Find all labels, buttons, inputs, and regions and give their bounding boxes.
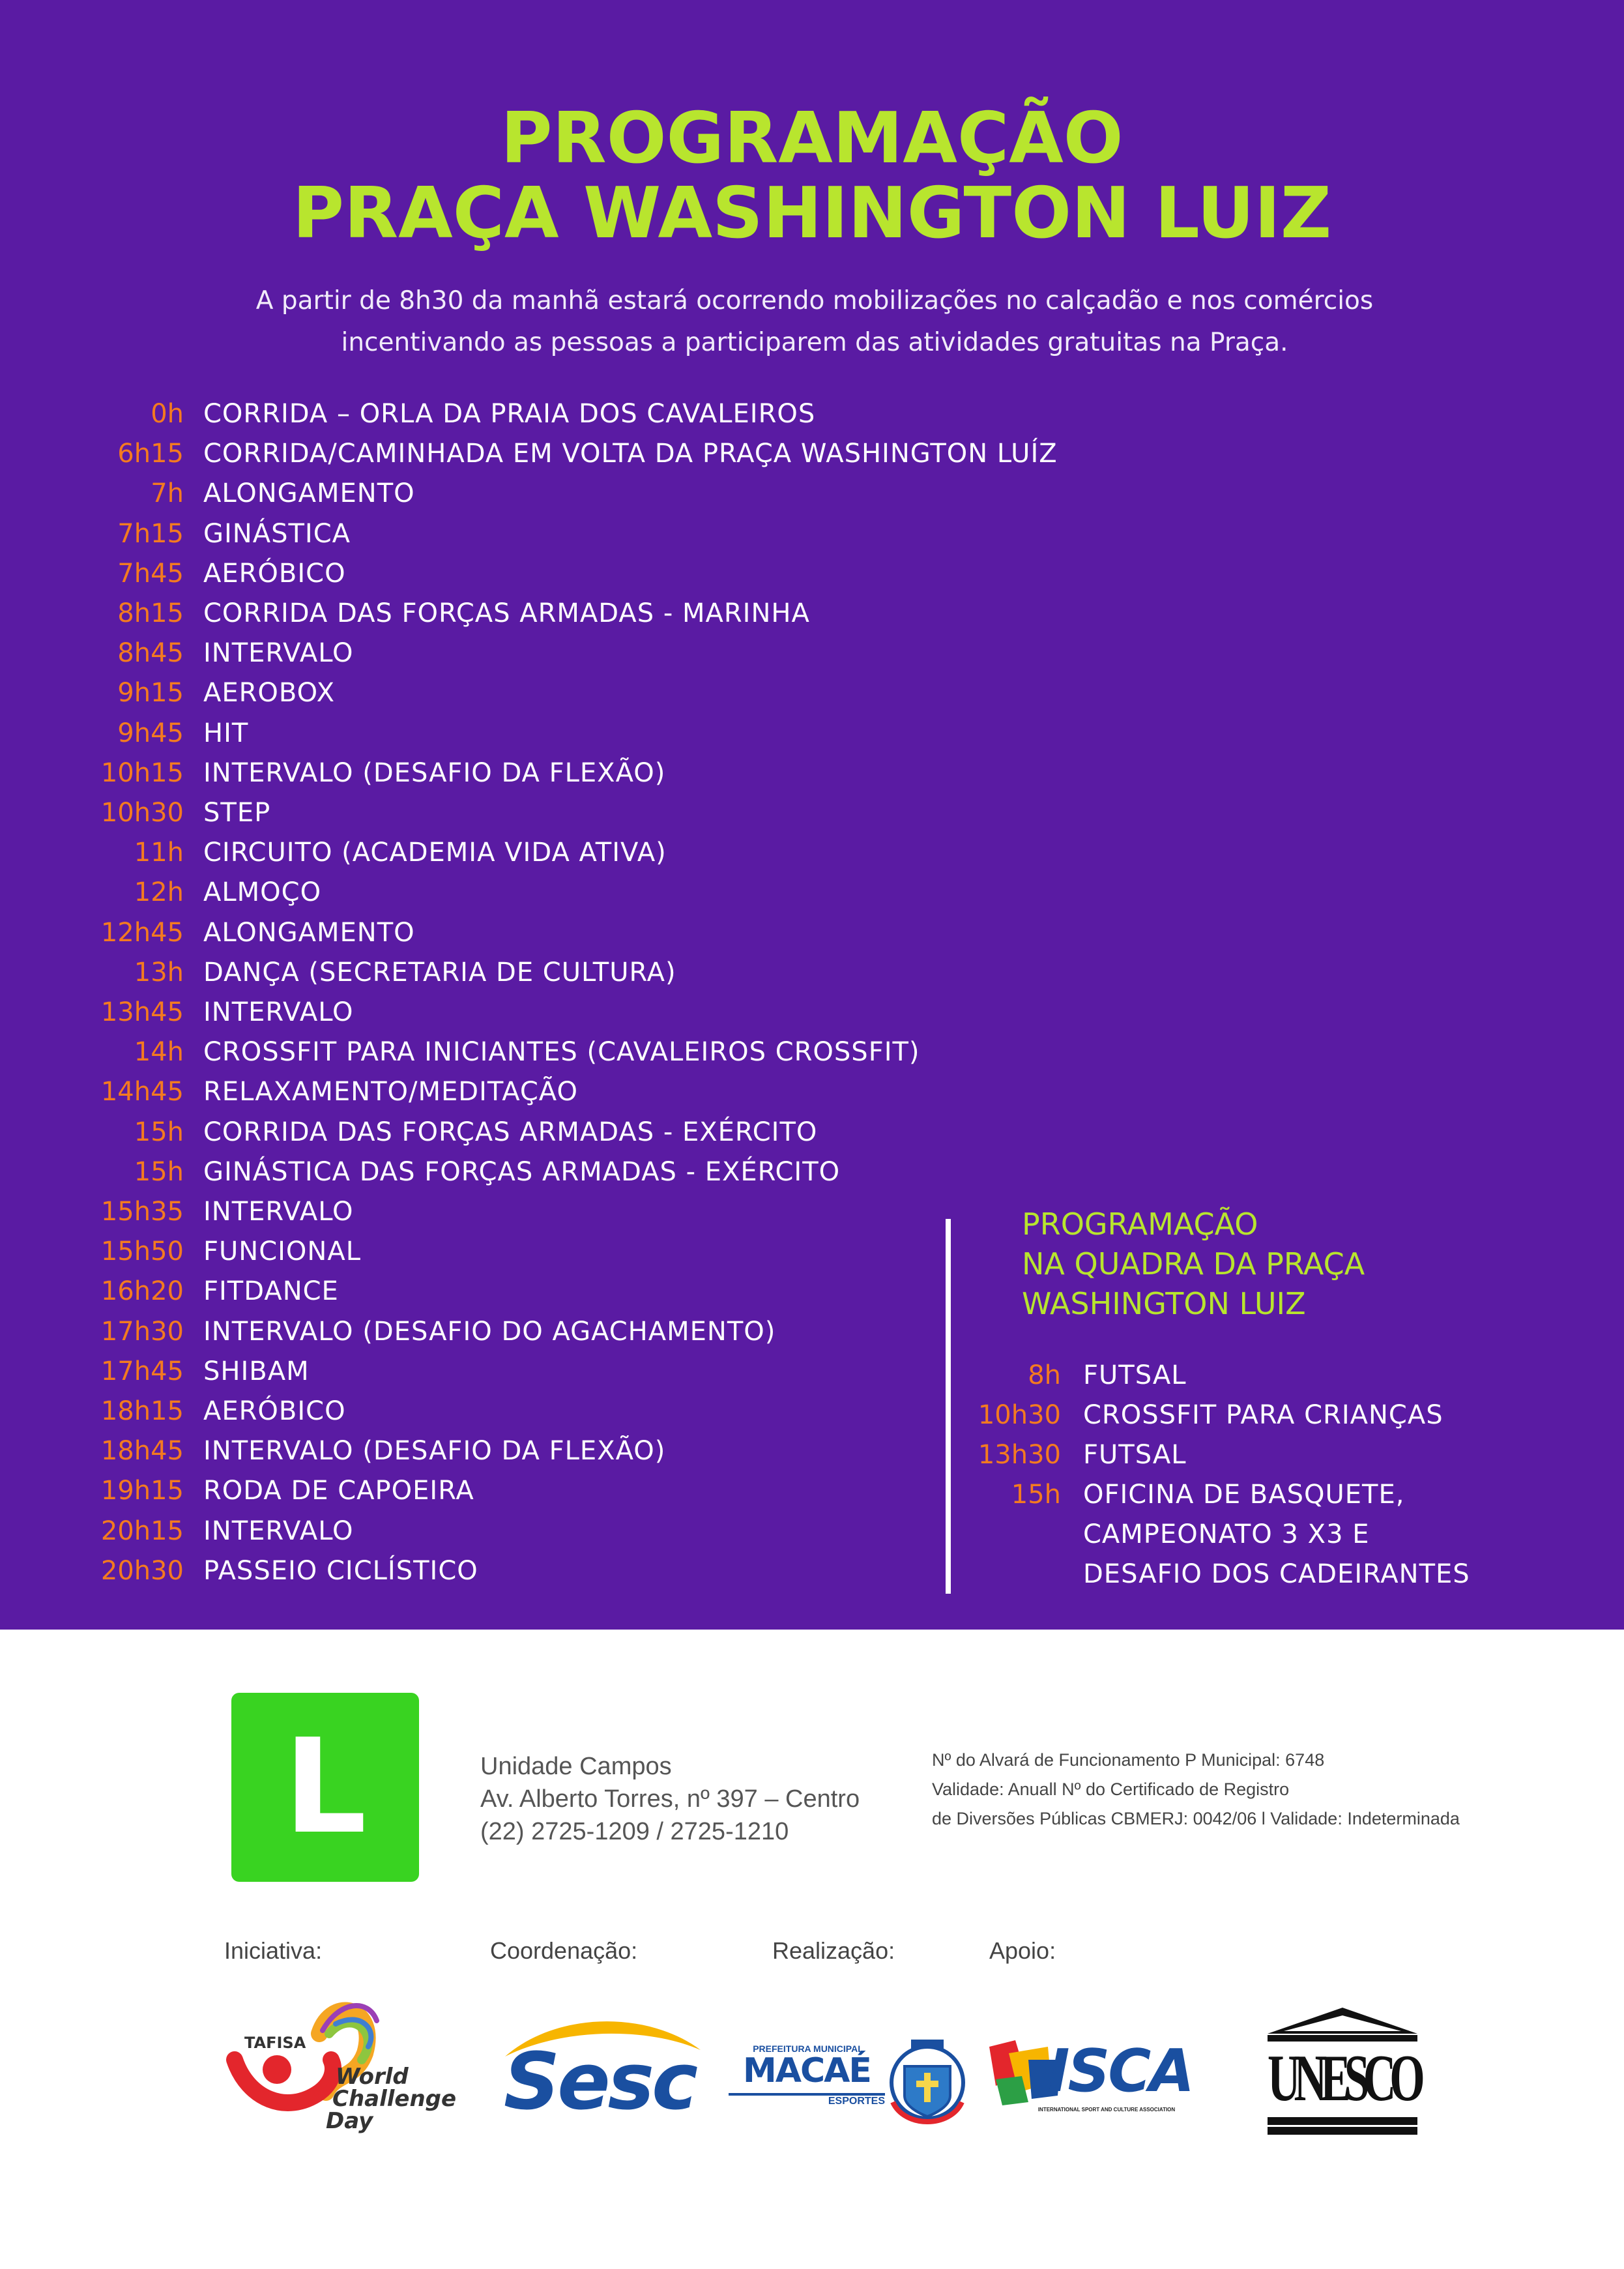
schedule-time: 11h	[134, 838, 184, 868]
sesc-wordmark: Sesc	[503, 2037, 696, 2128]
schedule-activity: RODA DE CAPOEIRA	[203, 1476, 474, 1506]
schedule-time: 9h45	[117, 718, 184, 748]
schedule-activity: GINÁSTICA DAS FORÇAS ARMADAS - EXÉRCITO	[203, 1156, 841, 1187]
schedule-time: 10h30	[100, 798, 184, 828]
schedule-time: 7h15	[117, 518, 184, 549]
quadra-title-line3: WASHINGTON LUIZ	[1022, 1286, 1306, 1321]
schedule-time: 10h15	[100, 757, 184, 788]
schedule-time: 8h15	[117, 598, 184, 628]
quadra-title-line1: PROGRAMAÇÃO	[1022, 1207, 1258, 1242]
quadra-time: 8h	[1028, 1360, 1061, 1390]
column-divider	[946, 1219, 951, 1594]
schedule-row	[0, 514, 1303, 553]
license-line2: Validade: Anuall Nº do Certificado de Registro	[932, 1779, 1290, 1799]
quadra-time: 13h30	[978, 1440, 1061, 1470]
schedule-row	[0, 953, 1303, 992]
label-coordenacao: Coordenação:	[490, 1937, 638, 1964]
isca-wordmark: ISCA	[1048, 2037, 1193, 2105]
schedule-time: 18h15	[100, 1396, 184, 1426]
unit-street: Av. Alberto Torres, nº 397 – Centro	[480, 1785, 860, 1813]
schedule-row	[0, 873, 1303, 912]
macae-crest-icon	[885, 2037, 970, 2128]
schedule-row	[0, 474, 1303, 513]
page-title-line2: PRAÇA WASHINGTON LUIZ	[292, 173, 1332, 254]
schedule-row	[0, 754, 1303, 793]
schedule-time: 14h45	[100, 1077, 184, 1107]
tafisa-small: TAFISA	[244, 2034, 306, 2052]
tafisa-line3: Day	[326, 2108, 373, 2134]
schedule-time: 12h45	[100, 917, 184, 948]
schedule-time: 18h45	[100, 1436, 184, 1467]
schedule-activity: PASSEIO CICLÍSTICO	[203, 1555, 478, 1586]
schedule-row	[0, 634, 1303, 673]
schedule-time: 6h15	[117, 439, 184, 469]
schedule-activity: STEP	[203, 798, 271, 828]
tafisa-line1: World	[336, 2064, 409, 2090]
schedule-row	[0, 1072, 1303, 1111]
schedule-row	[0, 993, 1303, 1032]
schedule-activity: INTERVALO (DESAFIO DA FLEXÃO)	[203, 757, 666, 788]
schedule-activity: CORRIDA – ORLA DA PRAIA DOS CAVALEIROS	[203, 399, 816, 429]
isca-sub: INTERNATIONAL SPORT AND CULTURE ASSOCIATION	[1037, 2107, 1176, 2113]
schedule-activity: FUNCIONAL	[203, 1237, 361, 1267]
page-title-line1: PROGRAMAÇÃO	[500, 98, 1124, 179]
schedule-time: 9h15	[117, 678, 184, 709]
unesco-logo	[1268, 2008, 1417, 2135]
schedule-row	[0, 1113, 1303, 1152]
schedule-time: 15h	[134, 1156, 184, 1187]
schedule-time: 19h15	[100, 1476, 184, 1506]
schedule-time: 7h45	[117, 558, 184, 589]
schedule-time: 8h45	[117, 638, 184, 669]
macae-small: PREFEITURA MUNICIPAL	[753, 2043, 863, 2054]
schedule-activity: INTERVALO	[203, 638, 354, 669]
macae-sub: ESPORTES	[828, 2096, 885, 2107]
schedule-row	[0, 554, 1303, 593]
quadra-title	[1022, 1205, 1365, 1324]
schedule-time: 7h	[151, 478, 184, 509]
schedule-row	[0, 673, 1303, 712]
schedule-activity: CORRIDA DAS FORÇAS ARMADAS - MARINHA	[203, 598, 810, 628]
schedule-time: 12h	[134, 877, 184, 908]
logo-letter: L	[283, 1711, 367, 1863]
unesco-wordmark: UNESCO	[1268, 2042, 1419, 2116]
quadra-time: 15h	[1011, 1480, 1061, 1510]
schedule-activity: AERÓBICO	[203, 1396, 346, 1426]
schedule-activity: RELAXAMENTO/MEDITAÇÃO	[203, 1077, 578, 1107]
quadra-activity: FUTSAL	[1083, 1360, 1187, 1390]
schedule-activity: FITDANCE	[203, 1276, 339, 1307]
license-info	[932, 1746, 1460, 1834]
license-line1: Nº do Alvará de Funcionamento P Municipal: 6748	[932, 1750, 1325, 1770]
schedule-activity: SHIBAM	[203, 1356, 310, 1386]
schedule-activity: HIT	[203, 718, 249, 748]
schedule-time: 15h50	[100, 1237, 184, 1267]
schedule-time: 0h	[151, 399, 184, 429]
intro-line1: A partir de 8h30 da manhã estará ocorrendo mobilizações no calçadão e nos comércios	[255, 286, 1374, 315]
quadra-activity: FUTSAL	[1083, 1440, 1187, 1470]
tafisa-line2: Challenge	[332, 2086, 457, 2112]
label-apoio: Apoio:	[989, 1937, 1056, 1964]
schedule-time: 15h35	[100, 1197, 184, 1227]
quadra-time: 10h30	[978, 1400, 1061, 1430]
schedule-time: 13h45	[100, 997, 184, 1027]
schedule-activity: ALMOÇO	[203, 877, 322, 908]
schedule-time: 15h	[134, 1117, 184, 1147]
schedule-row	[0, 1032, 1303, 1072]
quadra-activity: CAMPEONATO 3 X3 E	[1083, 1519, 1370, 1549]
license-line3: de Diversões Públicas CBMERJ: 0042/06 l Validade: Indeterminada	[932, 1809, 1460, 1828]
unit-phone: (22) 2725-1209 / 2725-1210	[480, 1818, 789, 1845]
schedule-row	[0, 833, 1303, 872]
intro-line2: incentivando as pessoas a participarem das atividades gratuitas na Praça.	[341, 328, 1288, 357]
tafisa-logo	[222, 1995, 457, 2145]
unit-name: Unidade Campos	[480, 1753, 672, 1780]
unit-address	[480, 1750, 860, 1848]
schedule-time: 17h45	[100, 1356, 184, 1386]
quadra-activity: DESAFIO DOS CADEIRANTES	[1083, 1559, 1470, 1589]
quadra-activity: CROSSFIT PARA CRIANÇAS	[1083, 1400, 1443, 1430]
label-realizacao: Realização:	[772, 1937, 895, 1964]
schedule-activity: CROSSFIT PARA INICIANTES (CAVALEIROS CROSSFIT)	[203, 1037, 920, 1068]
schedule-activity: INTERVALO	[203, 1197, 354, 1227]
schedule-row	[0, 394, 1303, 433]
schedule-activity: AEROBOX	[203, 678, 335, 709]
schedule-time: 16h20	[100, 1276, 184, 1307]
sesc-logo	[492, 2011, 707, 2128]
sesc-unit-logo	[231, 1693, 419, 1882]
macae-wordmark: MACAÉ	[743, 2051, 871, 2090]
schedule-time: 14h	[134, 1037, 184, 1068]
schedule-activity: INTERVALO (DESAFIO DA FLEXÃO)	[203, 1436, 666, 1467]
isca-logo	[989, 2034, 1224, 2125]
schedule-activity: AERÓBICO	[203, 558, 346, 589]
schedule-row	[0, 913, 1303, 952]
schedule-time: 20h30	[100, 1555, 184, 1586]
schedule-activity: CIRCUITO (ACADEMIA VIDA ATIVA)	[203, 838, 667, 868]
schedule-activity: ALONGAMENTO	[203, 917, 415, 948]
schedule-activity: INTERVALO (DESAFIO DO AGACHAMENTO)	[203, 1316, 776, 1347]
schedule-activity: INTERVALO	[203, 1515, 354, 1546]
schedule-row	[0, 594, 1303, 633]
schedule-time: 17h30	[100, 1316, 184, 1347]
schedule-activity: DANÇA (SECRETARIA DE CULTURA)	[203, 957, 676, 988]
schedule-row	[0, 1152, 1303, 1192]
schedule-activity: CORRIDA DAS FORÇAS ARMADAS - EXÉRCITO	[203, 1117, 818, 1147]
schedule-row	[0, 714, 1303, 753]
macae-logo	[729, 2043, 970, 2135]
schedule-activity: INTERVALO	[203, 997, 354, 1027]
schedule-row	[0, 434, 1303, 473]
schedule-time: 13h	[134, 957, 184, 988]
label-iniciativa: Iniciativa:	[224, 1937, 323, 1964]
quadra-activity: OFICINA DE BASQUETE,	[1083, 1480, 1405, 1510]
schedule-time: 20h15	[100, 1515, 184, 1546]
quadra-title-line2: NA QUADRA DA PRAÇA	[1022, 1246, 1365, 1281]
schedule-activity: ALONGAMENTO	[203, 478, 415, 509]
schedule-activity: GINÁSTICA	[203, 518, 351, 549]
schedule-activity: CORRIDA/CAMINHADA EM VOLTA DA PRAÇA WASHINGTON LUÍZ	[203, 439, 1058, 469]
schedule-row	[0, 793, 1303, 832]
